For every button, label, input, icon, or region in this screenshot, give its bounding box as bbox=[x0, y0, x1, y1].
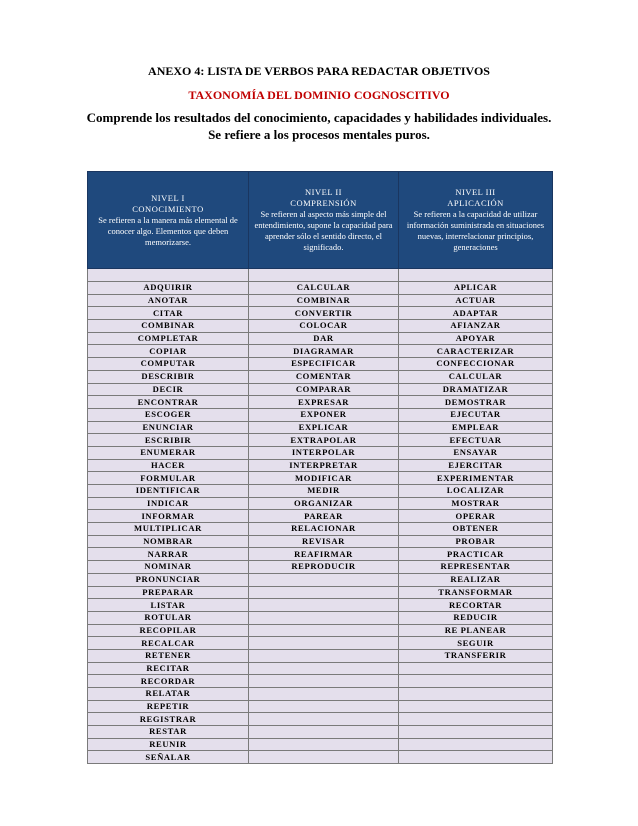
verb-cell-level-2: CONVERTIR bbox=[249, 307, 399, 320]
table-row bbox=[88, 294, 553, 307]
verb-cell-level-1: MULTIPLICAR bbox=[88, 523, 249, 536]
table-row bbox=[88, 548, 553, 561]
verb-cell-level-2 bbox=[249, 649, 399, 662]
verb-cell-level-3: RE PLANEAR bbox=[399, 624, 553, 637]
verb-cell-level-3: PROBAR bbox=[399, 535, 553, 548]
verbs-table-body bbox=[88, 269, 553, 764]
description-line-2: Se refiere a los procesos mentales puros. bbox=[208, 127, 430, 142]
verb-cell-level-3: AFIANZAR bbox=[399, 320, 553, 333]
description-line-1: Comprende los resultados del conocimiento, capacidades y habilidades individuales. bbox=[86, 110, 552, 125]
table-row bbox=[88, 320, 553, 333]
verb-cell-level-1: RECALCAR bbox=[88, 637, 249, 650]
verb-cell-level-2 bbox=[249, 599, 399, 612]
verb-cell-level-3: PRACTICAR bbox=[399, 548, 553, 561]
verb-cell-level-2: INTERPOLAR bbox=[249, 446, 399, 459]
verb-cell-level-1: ANOTAR bbox=[88, 294, 249, 307]
verb-cell-level-1: ADQUIRIR bbox=[88, 282, 249, 295]
level-description: Se refieren a la manera más elemental de conocer algo. Elementos que deben memorizarse. bbox=[98, 214, 238, 247]
verb-cell-level-2: MODIFICAR bbox=[249, 472, 399, 485]
table-row bbox=[88, 738, 553, 751]
verb-cell-level-2: PAREAR bbox=[249, 510, 399, 523]
verb-cell-level-1: INDICAR bbox=[88, 497, 249, 510]
table-row bbox=[88, 573, 553, 586]
verb-cell-level-1: IDENTIFICAR bbox=[88, 485, 249, 498]
verb-cell-level-1: LISTAR bbox=[88, 599, 249, 612]
verb-cell-level-3 bbox=[399, 675, 553, 688]
verb-cell-level-2: CALCULAR bbox=[249, 282, 399, 295]
verb-cell-level-2: INTERPRETAR bbox=[249, 459, 399, 472]
table-row bbox=[88, 459, 553, 472]
table-row bbox=[88, 370, 553, 383]
verb-cell-level-1: COMPLETAR bbox=[88, 332, 249, 345]
level-description: Se refieren a la capacidad de utilizar información suministrada en situaciones nuevas, interrelacionar principios, generaciones bbox=[406, 209, 545, 252]
verb-cell-level-3: REALIZAR bbox=[399, 573, 553, 586]
table-row bbox=[88, 561, 553, 574]
verb-cell-level-1: SEÑALAR bbox=[88, 751, 249, 764]
verb-cell-level-1: ROTULAR bbox=[88, 611, 249, 624]
verb-cell-level-1: CITAR bbox=[88, 307, 249, 320]
table-row bbox=[88, 662, 553, 675]
level-label: NIVEL I bbox=[151, 192, 185, 203]
verb-cell-level-2: EXPONER bbox=[249, 408, 399, 421]
table-row bbox=[88, 726, 553, 739]
verb-cell-level-1: ENCONTRAR bbox=[88, 396, 249, 409]
verb-cell-level-2 bbox=[249, 573, 399, 586]
verb-cell-level-1: NOMBRAR bbox=[88, 535, 249, 548]
header-level-1 bbox=[88, 172, 249, 269]
verb-cell-level-3: LOCALIZAR bbox=[399, 485, 553, 498]
verb-cell-level-2 bbox=[249, 662, 399, 675]
verb-cell-level-1: FORMULAR bbox=[88, 472, 249, 485]
verb-cell-level-2: COMPARAR bbox=[249, 383, 399, 396]
verb-cell-level-3: EFECTUAR bbox=[399, 434, 553, 447]
verb-cell-level-3: OPERAR bbox=[399, 510, 553, 523]
table-row bbox=[88, 649, 553, 662]
table-row bbox=[88, 396, 553, 409]
verb-cell-level-1: NOMINAR bbox=[88, 561, 249, 574]
table-row bbox=[88, 282, 553, 295]
verb-cell-level-1: RETENER bbox=[88, 649, 249, 662]
verb-cell-level-2: EXTRAPOLAR bbox=[249, 434, 399, 447]
verb-cell-level-2 bbox=[249, 726, 399, 739]
table-row bbox=[88, 485, 553, 498]
verb-cell-level-2: RELACIONAR bbox=[249, 523, 399, 536]
verbs-table bbox=[87, 171, 553, 764]
table-row bbox=[88, 434, 553, 447]
table-row bbox=[88, 586, 553, 599]
table-row bbox=[88, 472, 553, 485]
verb-cell-level-1: INFORMAR bbox=[88, 510, 249, 523]
verb-cell-level-1: NARRAR bbox=[88, 548, 249, 561]
table-row bbox=[88, 599, 553, 612]
verb-cell-level-3: REPRESENTAR bbox=[399, 561, 553, 574]
verb-cell-level-2: COMBINAR bbox=[249, 294, 399, 307]
verb-cell-level-3: TRANSFORMAR bbox=[399, 586, 553, 599]
verb-cell-level-1: COMBINAR bbox=[88, 320, 249, 333]
verb-cell-level-3: MOSTRAR bbox=[399, 497, 553, 510]
verb-cell-level-2 bbox=[249, 675, 399, 688]
verb-cell-level-1: DECIR bbox=[88, 383, 249, 396]
verb-cell-level-3: ACTUAR bbox=[399, 294, 553, 307]
verb-cell-level-3: DEMOSTRAR bbox=[399, 396, 553, 409]
verb-cell-level-1: REUNIR bbox=[88, 738, 249, 751]
verb-cell-level-3: SEGUIR bbox=[399, 637, 553, 650]
table-row bbox=[88, 535, 553, 548]
verb-cell-level-2 bbox=[249, 738, 399, 751]
level-label: NIVEL II bbox=[305, 187, 342, 197]
verb-cell-level-3: CONFECCIONAR bbox=[399, 358, 553, 371]
verb-cell-level-3: EJECUTAR bbox=[399, 408, 553, 421]
verb-cell-level-3: CARACTERIZAR bbox=[399, 345, 553, 358]
table-row bbox=[88, 510, 553, 523]
verb-cell-level-3: OBTENER bbox=[399, 523, 553, 536]
verb-cell-level-3 bbox=[399, 738, 553, 751]
verb-cell-level-2 bbox=[249, 700, 399, 713]
table-row bbox=[88, 713, 553, 726]
table-row bbox=[88, 421, 553, 434]
verb-cell-level-2: MEDIR bbox=[249, 485, 399, 498]
verb-cell-level-1: REGISTRAR bbox=[88, 713, 249, 726]
level-description: Se refieren al aspecto más simple del entendimiento, supone la capacidad para aprender sólo el sentido directo, el significado. bbox=[254, 209, 393, 252]
verb-cell-level-3: EMPLEAR bbox=[399, 421, 553, 434]
verb-cell-level-3: EXPERIMENTAR bbox=[399, 472, 553, 485]
verb-cell-level-3 bbox=[399, 700, 553, 713]
table-row bbox=[88, 523, 553, 536]
verb-cell-level-1: ENUNCIAR bbox=[88, 421, 249, 434]
verb-cell-level-2: ORGANIZAR bbox=[249, 497, 399, 510]
verb-cell-level-1: HACER bbox=[88, 459, 249, 472]
verb-cell-level-2: ESPECIFICAR bbox=[249, 358, 399, 371]
verb-cell-level-2 bbox=[249, 637, 399, 650]
table-row bbox=[88, 624, 553, 637]
verb-cell-level-1: ENUMERAR bbox=[88, 446, 249, 459]
verb-cell-level-2 bbox=[249, 611, 399, 624]
verb-cell-level-2: DAR bbox=[249, 332, 399, 345]
verb-cell-level-2: DIAGRAMAR bbox=[249, 345, 399, 358]
verb-cell-level-3: EJERCITAR bbox=[399, 459, 553, 472]
verb-cell-level-2: EXPRESAR bbox=[249, 396, 399, 409]
verb-cell-level-3: REDUCIR bbox=[399, 611, 553, 624]
level-label: NIVEL III bbox=[455, 187, 496, 197]
verb-cell-level-1: ESCRIBIR bbox=[88, 434, 249, 447]
verb-cell-level-3 bbox=[399, 688, 553, 701]
table-row bbox=[88, 700, 553, 713]
table-row bbox=[88, 751, 553, 764]
table-row bbox=[88, 408, 553, 421]
level-name: APLICACIÓN bbox=[447, 198, 504, 208]
verb-cell-level-1: RECITAR bbox=[88, 662, 249, 675]
table-row bbox=[88, 307, 553, 320]
verb-cell-level-1: ESCOGER bbox=[88, 408, 249, 421]
verb-cell-level-3: APOYAR bbox=[399, 332, 553, 345]
level-name: COMPRENSIÓN bbox=[290, 198, 357, 208]
verb-cell-level-3: ENSAYAR bbox=[399, 446, 553, 459]
verb-cell-level-3: TRANSFERIR bbox=[399, 649, 553, 662]
level-name: CONOCIMIENTO bbox=[132, 203, 204, 214]
verb-cell-level-3 bbox=[399, 726, 553, 739]
verb-cell-level-2 bbox=[249, 586, 399, 599]
verb-cell-level-1: RECOPILAR bbox=[88, 624, 249, 637]
verb-cell-level-2: COLOCAR bbox=[249, 320, 399, 333]
table-row bbox=[88, 446, 553, 459]
verb-cell-level-1: PREPARAR bbox=[88, 586, 249, 599]
verb-cell-level-3: RECORTAR bbox=[399, 599, 553, 612]
verb-cell-level-1: PRONUNCIAR bbox=[88, 573, 249, 586]
table-row bbox=[88, 688, 553, 701]
verb-cell-level-1: DESCRIBIR bbox=[88, 370, 249, 383]
verb-cell-level-3: CALCULAR bbox=[399, 370, 553, 383]
spacer-row bbox=[88, 269, 553, 282]
table-row bbox=[88, 383, 553, 396]
verb-cell-level-2: EXPLICAR bbox=[249, 421, 399, 434]
verb-cell-level-1: COMPUTAR bbox=[88, 358, 249, 371]
verb-cell-level-2 bbox=[249, 624, 399, 637]
verb-cell-level-1: REPETIR bbox=[88, 700, 249, 713]
table-row bbox=[88, 675, 553, 688]
verb-cell-level-3: APLICAR bbox=[399, 282, 553, 295]
verb-cell-level-2: REVISAR bbox=[249, 535, 399, 548]
verb-cell-level-1: RECORDAR bbox=[88, 675, 249, 688]
verb-cell-level-3: DRAMATIZAR bbox=[399, 383, 553, 396]
verb-cell-level-1: RESTAR bbox=[88, 726, 249, 739]
table-header-row bbox=[88, 172, 553, 269]
table-row bbox=[88, 611, 553, 624]
verb-cell-level-2 bbox=[249, 751, 399, 764]
verb-cell-level-2: COMENTAR bbox=[249, 370, 399, 383]
table-row bbox=[88, 345, 553, 358]
verb-cell-level-1: RELATAR bbox=[88, 688, 249, 701]
table-row bbox=[88, 358, 553, 371]
taxonomy-subtitle: TAXONOMÍA DEL DOMINIO COGNOSCITIVO bbox=[188, 88, 450, 102]
header-level-3 bbox=[399, 172, 553, 269]
document-title: ANEXO 4: LISTA DE VERBOS PARA REDACTAR OBJETIVOS bbox=[148, 64, 490, 78]
header-level-2 bbox=[249, 172, 399, 269]
verb-cell-level-2 bbox=[249, 688, 399, 701]
verb-cell-level-2: REPRODUCIR bbox=[249, 561, 399, 574]
table-row bbox=[88, 637, 553, 650]
verb-cell-level-3 bbox=[399, 713, 553, 726]
table-row bbox=[88, 497, 553, 510]
table-row bbox=[88, 332, 553, 345]
verb-cell-level-3: ADAPTAR bbox=[399, 307, 553, 320]
verb-cell-level-3 bbox=[399, 751, 553, 764]
verb-cell-level-2 bbox=[249, 713, 399, 726]
verb-cell-level-1: COPIAR bbox=[88, 345, 249, 358]
verb-cell-level-3 bbox=[399, 662, 553, 675]
verb-cell-level-2: REAFIRMAR bbox=[249, 548, 399, 561]
